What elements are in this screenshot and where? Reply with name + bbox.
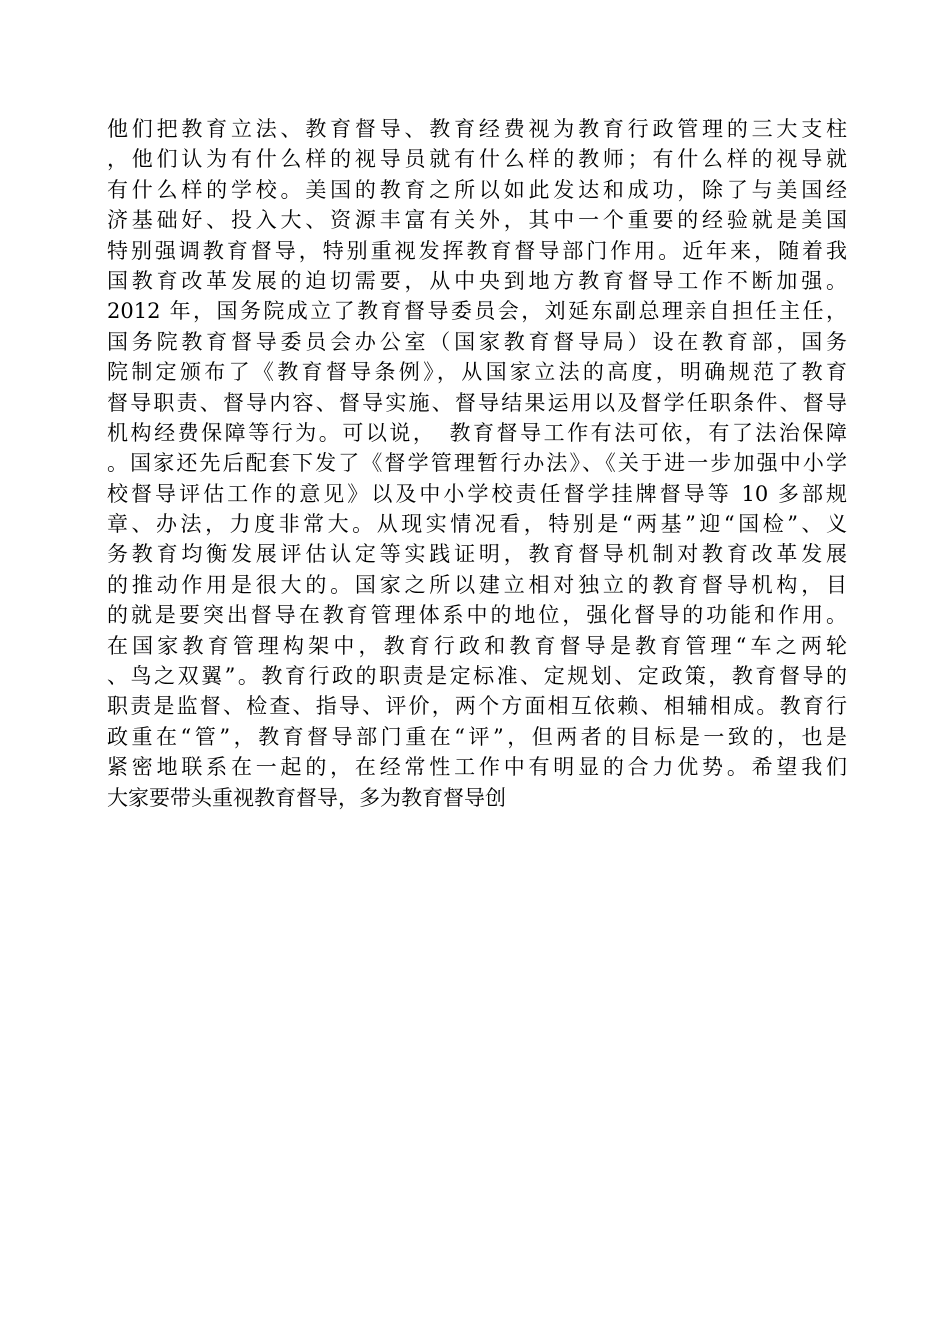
text-line: 院制定颁布了《教育督导条例》，从国家立法的高度，明确规范了教育 [107,360,847,385]
body-text [107,114,847,813]
text-line: 国教育改革发展的迫切需要，从中央到地方教育督导工作不断加强。 [107,268,847,293]
text-line: 督导职责、督导内容、督导实施、督导结果运用以及督学任职条件、督导 [107,390,847,415]
text-line: 特别强调教育督导，特别重视发挥教育督导部门作用。近年来，随着我 [107,238,847,263]
text-line: 的就是要突出督导在教育管理体系中的地位，强化督导的功能和作用。 [107,603,847,628]
text-line: 章、办法，力度非常大。从现实情况看，特别是“两基”迎“国检”、义 [107,512,847,537]
text-line: 务教育均衡发展评估认定等实践证明，教育督导机制对教育改革发展 [107,542,847,567]
text-line: 政重在“管”，教育督导部门重在“评”，但两者的目标是一致的，也是 [107,724,847,749]
text-line: 有什么样的学校。美国的教育之所以如此发达和成功，除了与美国经 [107,177,847,202]
text-line: 济基础好、投入大、资源丰富有关外，其中一个重要的经验就是美国 [107,208,847,233]
text-line: 校督导评估工作的意见》以及中小学校责任督学挂牌督导等 10 多部规 [107,481,847,506]
text-line: 国务院教育督导委员会办公室（国家教育督导局）设在教育部，国务 [107,329,847,354]
text-line: 他们把教育立法、教育督导、教育经费视为教育行政管理的三大支柱 [107,117,847,141]
text-line: 大家要带头重视教育督导，多为教育督导创 [107,785,506,810]
text-line: 。国家还先后配套下发了《督学管理暂行办法》、《关于进一步加强中小学 [107,451,847,476]
text-line: 机构经费保障等行为。可以说， 教育督导工作有法可依，有了法治保障 [107,420,847,445]
text-line: 紧密地联系在一起的，在经常性工作中有明显的合力优势。希望我们 [107,755,847,780]
text-line: ，他们认为有什么样的视导员就有什么样的教师；有什么样的视导就 [107,147,847,172]
text-line: 2012 年，国务院成立了教育督导委员会，刘延东副总理亲自担任主任， [107,299,847,324]
text-line: 的推动作用是很大的。国家之所以建立相对独立的教育督导机构，目 [107,572,847,597]
text-line: 、鸟之双翼”。教育行政的职责是定标准、定规划、定政策，教育督导的 [107,664,847,689]
text-line: 在国家教育管理构架中，教育行政和教育督导是教育管理“车之两轮 [107,633,847,658]
text-line: 职责是监督、检查、指导、评价，两个方面相互依赖、相辅相成。教育行 [107,694,847,719]
